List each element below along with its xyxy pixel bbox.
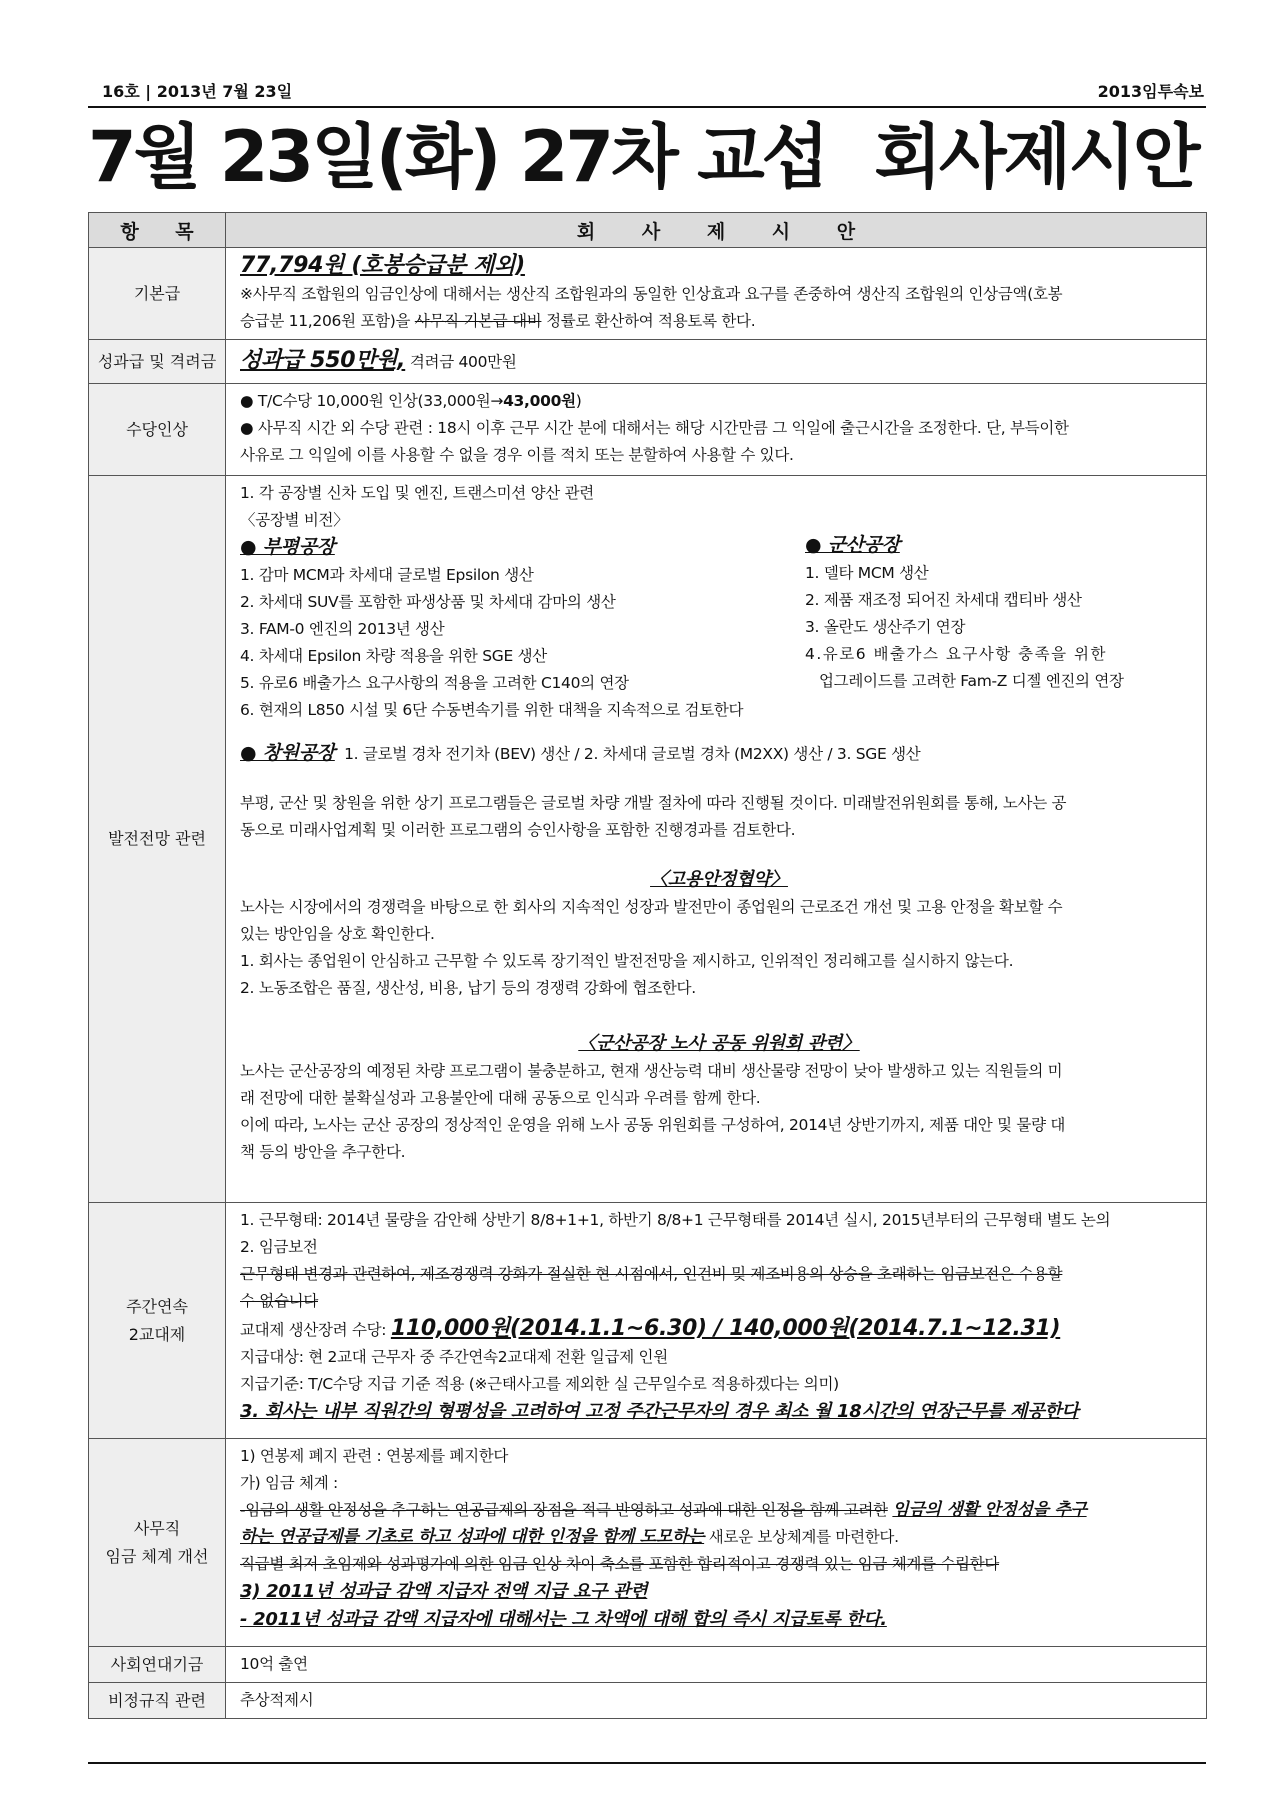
allowance-new-amount: 43,000원 [503,392,576,410]
employment-text-4: 2. 노동조합은 품질, 생산성, 비용, 납기 등의 경쟁력 강화에 협조한다. [240,979,696,997]
basic-pay-note-strike: 사무직 기본급 대비 [414,312,542,330]
row-content: 추상적제시 [226,1683,1207,1719]
row-office-pay [89,1439,1207,1647]
basic-pay-note-c: 정률로 환산하여 적용토록 한다. [546,312,756,330]
office-label-1: 사무직 [133,1518,181,1538]
allowance-line3: 사유로 그 익일에 이를 사용할 수 없을 경우 이를 적치 또는 분할하여 사용할 수 있다. [240,446,794,464]
office-line-6: 3) 2011년 성과급 감액 지급자 전액 지급 요구 관련 [240,1581,648,1602]
row-content: 10억 출연 [226,1647,1207,1683]
basic-pay-note: ※사무직 조합원의 임금인상에 대해서는 생산직 조합원과의 동일한 인상효과 요구를 존중하여 생산직 조합원의 인상금액(호봉 [240,285,1063,303]
header-proposal: 회 사 제 시 안 [226,213,1207,248]
list-item: 4. 차세대 Epsilon 차량 적용을 위한 SGE 생산 [240,647,547,665]
committee-text-4: 책 등의 방안을 추구한다. [240,1143,406,1161]
row-label: 성과급 및 격려금 [89,340,226,384]
list-item: 2. 제품 재조정 되어진 차세대 캡티바 생산 [805,591,1082,609]
row-content [226,248,1207,340]
shift-line-3: 근무형태 변경과 관련하여, 제조경쟁력 강화가 절실한 현 시점에서, 인건비 및 제조비용의 상승을 초래하는 임금보전은 수용할 [240,1265,1063,1283]
employment-text-2: 있는 방안임을 상호 확인한다. [240,925,435,943]
row-label [89,1439,226,1647]
list-item: 3. 올란도 생산주기 연장 [805,618,966,636]
committee-text-3: 이에 따라, 노사는 군산 공장의 정상적인 운영을 위해 노사 공동 위원회를 구성하여, 2014년 상반기까지, 제품 대안 및 물량 대 [240,1116,1066,1134]
row-bonus [89,340,1207,384]
office-label-2: 임금 체계 개선 [105,1546,209,1566]
shift-line-1: 1. 근무형태: 2014년 물량을 감안해 상반기 8/8+1+1, 하반기 8/8+1 근무형태를 2014년 실시, 2015년부터의 근무형태 별도 논의 [240,1211,1111,1229]
committee-text-2: 래 전망에 대한 불확실성과 고용불안에 대해 공동으로 인식과 우려를 함께 한다. [240,1089,761,1107]
bupyeong-title: ● 부평공장 [240,536,335,558]
program-text-2: 동으로 미래사업계획 및 이러한 프로그램의 승인사항을 포함한 진행경과를 검토한다. [240,821,796,839]
row-label: 기본급 [89,248,226,340]
employment-text-1: 노사는 시장에서의 경쟁력을 바탕으로 한 회사의 지속적인 성장과 발전만이 종업원의 근로조건 개선 및 고용 안정을 확보할 수 [240,898,1063,916]
allowance-line2: ● 사무직 시간 외 수당 관련 : 18시 이후 근무 시간 분에 대해서는 해당 시간만큼 그 익일에 출근시간을 조정한다. 단, 부득이한 [240,419,1069,437]
row-irregular [89,1683,1207,1719]
committee-title: 〈군산공장 노사 공동 위원회 관련〉 [578,1033,860,1054]
row-label: 수당인상 [89,384,226,476]
publication-name: 2013임투속보 [1097,82,1204,101]
list-item: 1. 델타 MCM 생산 [805,564,929,582]
list-item: 5. 유로6 배출가스 요구사항의 적용을 고려한 C140의 연장 [240,674,629,692]
office-line-1: 1) 연봉제 폐지 관련 : 연봉제를 폐지한다 [240,1447,509,1465]
employment-title: 〈고용안정협약〉 [650,869,788,890]
bottom-rule [88,1762,1206,1764]
title-negotiation: 7월 23일(화) 27차 교섭 [88,116,827,198]
office-line-5: 직급별 최저 초임제와 성과평가에 의한 임금 인상 차이 축소를 포함한 합리적이고 경쟁력 있는 임금 체계를 수립한다 [240,1555,1000,1573]
list-item: 6. 현재의 L850 시설 및 6단 수동변속기를 위한 대책을 지속적으로 검토한다 [240,701,744,719]
table-header-row [89,213,1207,248]
row-content [226,384,1207,476]
allowance-line1-end: ) [575,392,582,410]
office-line-3-strike: -임금의 생활 안정성을 추구하는 연공급제의 장점을 적극 반영하고 성과에 대한 인정을 함께 고려한 [240,1501,888,1519]
committee-text-1: 노사는 군산공장의 예정된 차량 프로그램이 불충분하고, 현재 생산능력 대비 생산물량 전망이 낮아 발생하고 있는 직원들의 미 [240,1062,1063,1080]
basic-pay-note-b: 승급분 11,206원 포함)을 [240,312,411,330]
outlook-vision: 〈공장별 비전〉 [240,511,349,529]
employment-text-3: 1. 회사는 종업원이 안심하고 근무할 수 있도록 장기적인 발전전망을 제시하고, 인위적인 정리해고를 실시하지 않는다. [240,952,1014,970]
top-bar [88,76,1206,108]
row-content [226,1439,1207,1647]
shift-line-2: 2. 임금보전 [240,1238,318,1256]
page-title [88,112,1206,202]
changwon-title: ● 창원공장 [240,742,335,764]
office-line-4-bold: 하는 연공급제를 기초로 하고 성과에 대한 인정을 함께 도모하는 [240,1527,705,1547]
row-content [226,1203,1207,1439]
encouragement-bonus: 격려금 400만원 [409,353,517,371]
row-basic-pay [89,248,1207,340]
shift-label-1: 주간연속 [126,1296,188,1316]
row-label: 사회연대기금 [89,1647,226,1683]
shift-incentive-value: 110,000원(2014.1.1~6.30) / 140,000원(2014.7.1~12.31) [390,1316,1061,1341]
shift-line-7: 지급기준: T/C수당 지급 기준 적용 (※근태사고를 제외한 실 근무일수로 적용하겠다는 의미) [240,1375,839,1393]
header-item: 항 목 [89,213,226,248]
issue-date: 16호 | 2013년 7월 23일 [102,82,293,101]
shift-incentive-label: 교대제 생산장려 수당: [240,1321,387,1339]
list-item: 1. 감마 MCM과 차세대 글로벌 Epsilon 생산 [240,566,534,584]
gunsan-title: ● 군산공장 [805,534,900,556]
bupyeong-plant [240,534,800,724]
allowance-line1: ● T/C수당 10,000원 인상(33,000원→ [240,392,504,410]
performance-bonus: 성과급 550만원, [240,348,406,373]
row-label: 비정규직 관련 [89,1683,226,1719]
office-line-3-bold: 임금의 생활 안정성을 추구 [892,1500,1087,1520]
basic-pay-amount: 77,794원 (호봉승급분 제외) [240,253,525,278]
proposal-table [88,212,1207,1719]
row-content [226,476,1207,1203]
list-item: 2. 차세대 SUV를 포함한 파생상품 및 차세대 감마의 생산 [240,593,616,611]
row-allowance [89,384,1207,476]
row-shift [89,1203,1207,1439]
gunsan-plant [805,532,1195,695]
row-outlook [89,476,1207,1203]
row-label: 발전전망 관련 [89,476,226,1203]
row-solidarity [89,1647,1207,1683]
plant-columns [240,534,1198,718]
title-proposal: 회사제시안 [874,116,1198,198]
changwon-text: 1. 글로벌 경차 전기차 (BEV) 생산 / 2. 차세대 글로벌 경차 (M2XX) 생산 / 3. SGE 생산 [344,745,921,763]
row-label [89,1203,226,1439]
shift-line-6: 지급대상: 현 2교대 근무자 중 주간연속2교대제 전환 일급제 인원 [240,1348,668,1366]
list-item: 4.유로6 배출가스 요구사항 충족을 위한 [805,645,1107,663]
list-item: 업그레이드를 고려한 Fam-Z 디젤 엔진의 연장 [819,672,1124,690]
office-line-4-end: 새로운 보상체계를 마련한다. [708,1528,899,1546]
office-line-7: - 2011년 성과급 감액 지급자에 대해서는 그 차액에 대해 합의 즉시 지급토록 한다. [240,1609,887,1630]
row-content [226,340,1207,384]
program-text-1: 부평, 군산 및 창원을 위한 상기 프로그램들은 글로벌 차량 개발 절차에 따라 진행될 것이다. 미래발전위원회를 통해, 노사는 공 [240,794,1067,812]
outlook-intro: 1. 각 공장별 신차 도입 및 엔진, 트랜스미션 양산 관련 [240,484,594,502]
shift-label-2: 2교대제 [128,1324,186,1344]
list-item: 3. FAM-0 엔진의 2013년 생산 [240,620,445,638]
office-line-2: 가) 임금 체계 : [240,1474,338,1492]
shift-line-8: 3. 회사는 내부 직원간의 형평성을 고려하여 고정 주간근무자의 경우 최소 월 18시간의 연장근무를 제공한다 [240,1401,1079,1422]
shift-line-4: 수 없습니다 [240,1292,318,1310]
